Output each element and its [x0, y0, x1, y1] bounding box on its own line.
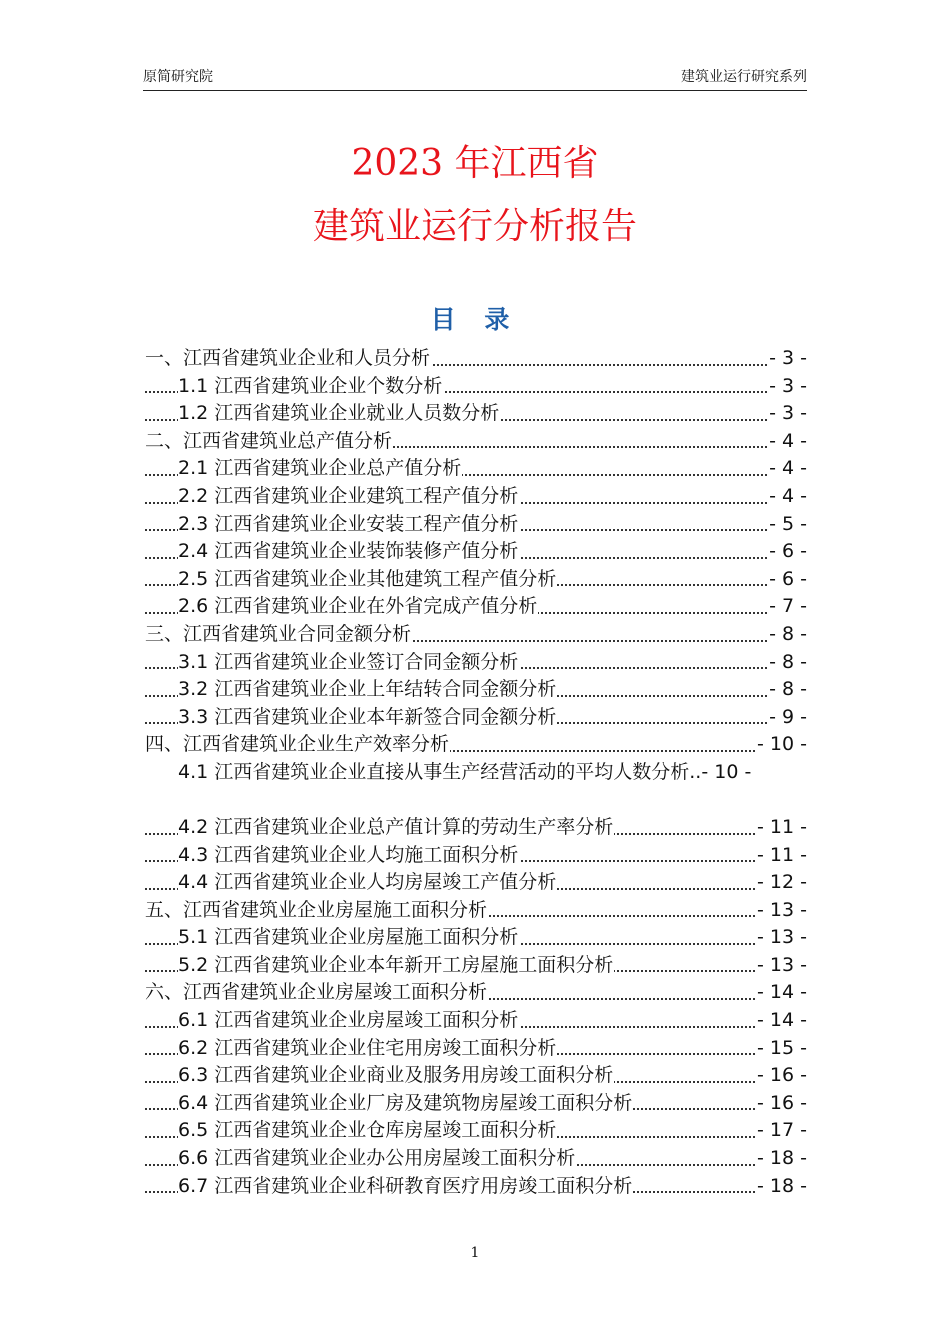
- toc-entry[interactable]: [145, 759, 807, 814]
- toc-entry-page: - 13 -: [756, 924, 807, 952]
- toc-entry[interactable]: [145, 1090, 807, 1118]
- toc-entry-label: 四、江西省建筑业企业生产效率分析: [145, 733, 450, 756]
- toc-entry-label: 6.7 江西省建筑业企业科研教育医疗用房竣工面积分析: [178, 1174, 633, 1197]
- toc-entry[interactable]: [145, 511, 807, 539]
- header-series: 建筑业运行研究系列: [681, 69, 807, 85]
- toc-heading: 目 录: [430, 305, 520, 334]
- toc-entry-label: 4.4 江西省建筑业企业人均房屋竣工产值分析: [178, 871, 557, 894]
- toc-entry-label: 一、江西省建筑业企业和人员分析: [145, 347, 431, 369]
- toc-entry-page: - 12 -: [756, 869, 807, 897]
- table-of-contents: [145, 345, 807, 1200]
- toc-entry[interactable]: [145, 483, 807, 511]
- toc-entry-label: 3.3 江西省建筑业企业本年新签合同金额分析: [178, 705, 557, 728]
- toc-entry-page: - 9 -: [768, 704, 807, 732]
- toc-entry-label: 6.4 江西省建筑业企业厂房及建筑物房屋竣工面积分析: [178, 1091, 633, 1114]
- toc-entry-page: - 14 -: [756, 979, 807, 1007]
- toc-entry[interactable]: [145, 814, 807, 842]
- toc-entry-label: 2.2 江西省建筑业企业建筑工程产值分析: [178, 484, 519, 507]
- toc-entry-page: - 18 -: [756, 1145, 807, 1173]
- toc-entry[interactable]: [145, 1117, 807, 1145]
- toc-entry-label: 6.5 江西省建筑业企业仓库房屋竣工面积分析: [178, 1119, 557, 1142]
- toc-entry-label: 2.5 江西省建筑业企业其他建筑工程产值分析: [178, 567, 557, 590]
- toc-entry-page: - 11 -: [756, 814, 807, 842]
- toc-entry-page: - 11 -: [756, 842, 807, 870]
- toc-entry-label: 6.1 江西省建筑业企业房屋竣工面积分析: [178, 1009, 519, 1032]
- toc-entry-page: - 3 -: [768, 345, 807, 373]
- toc-entry-page: - 3 -: [768, 373, 807, 401]
- page-header: [143, 66, 807, 91]
- toc-entry[interactable]: [145, 345, 807, 373]
- toc-entry-label: 三、江西省建筑业合同金额分析: [145, 622, 412, 645]
- page-number: 1: [470, 1245, 480, 1261]
- toc-entry-page: - 4 -: [768, 428, 807, 456]
- toc-entry-label: 4.1 江西省建筑业企业直接从事生产经营活动的平均人数分析..- 10 -: [178, 759, 807, 787]
- toc-entry-page: - 16 -: [756, 1062, 807, 1090]
- toc-entry-page: - 4 -: [768, 483, 807, 511]
- toc-entry-page: - 18 -: [756, 1173, 807, 1201]
- toc-entry-page: - 10 -: [756, 731, 807, 759]
- toc-entry-label: 2.1 江西省建筑业企业总产值分析: [178, 457, 462, 480]
- toc-entry-page: - 4 -: [768, 455, 807, 483]
- toc-entry-page: - 16 -: [756, 1090, 807, 1118]
- report-title-line1: 2023 年江西省: [351, 143, 599, 184]
- toc-entry-label: 二、江西省建筑业总产值分析: [145, 429, 393, 452]
- toc-entry-label: 6.3 江西省建筑业企业商业及服务用房竣工面积分析: [178, 1064, 614, 1087]
- toc-entry[interactable]: [145, 1007, 807, 1035]
- toc-entry-label: 1.2 江西省建筑业企业就业人员数分析: [178, 402, 500, 425]
- toc-entry[interactable]: [145, 621, 807, 649]
- toc-entry[interactable]: [145, 538, 807, 566]
- toc-entry-label: 6.2 江西省建筑业企业住宅用房竣工面积分析: [178, 1036, 557, 1059]
- toc-entry[interactable]: [145, 1035, 807, 1063]
- toc-entry[interactable]: [145, 897, 807, 925]
- toc-entry[interactable]: [145, 593, 807, 621]
- report-title-line2: 建筑业运行分析报告: [312, 206, 637, 247]
- toc-entry-page: - 3 -: [768, 400, 807, 428]
- toc-entry[interactable]: [145, 842, 807, 870]
- toc-entry[interactable]: [145, 1062, 807, 1090]
- toc-entry-page: - 13 -: [756, 952, 807, 980]
- toc-entry-label: 2.4 江西省建筑业企业装饰装修产值分析: [178, 540, 519, 563]
- toc-entry-page: - 8 -: [768, 676, 807, 704]
- toc-entry-page: - 8 -: [768, 649, 807, 677]
- toc-entry-page: - 13 -: [756, 897, 807, 925]
- toc-entry-label: 6.6 江西省建筑业企业办公用房屋竣工面积分析: [178, 1147, 576, 1170]
- toc-entry-label: 4.3 江西省建筑业企业人均施工面积分析: [178, 843, 519, 866]
- toc-entry[interactable]: [145, 952, 807, 980]
- toc-entry-label: 3.1 江西省建筑业企业签订合同金额分析: [178, 650, 519, 673]
- toc-entry-label: 4.2 江西省建筑业企业总产值计算的劳动生产率分析: [178, 815, 614, 838]
- toc-entry[interactable]: [145, 649, 807, 677]
- toc-entry[interactable]: [145, 924, 807, 952]
- toc-entry-page: - 5 -: [768, 511, 807, 539]
- toc-entry[interactable]: [145, 869, 807, 897]
- toc-entry-label: 5.1 江西省建筑业企业房屋施工面积分析: [178, 926, 519, 949]
- toc-entry[interactable]: [145, 373, 807, 401]
- toc-entry-page: - 15 -: [756, 1035, 807, 1063]
- toc-entry-page: - 7 -: [768, 593, 807, 621]
- toc-entry-page: - 17 -: [756, 1117, 807, 1145]
- toc-entry[interactable]: [145, 979, 807, 1007]
- toc-entry[interactable]: [145, 731, 807, 759]
- toc-entry-page: - 6 -: [768, 566, 807, 594]
- toc-entry[interactable]: [145, 704, 807, 732]
- toc-entry[interactable]: [145, 428, 807, 456]
- header-org: 原简研究院: [143, 69, 213, 85]
- toc-entry-page: - 14 -: [756, 1007, 807, 1035]
- toc-entry[interactable]: [145, 566, 807, 594]
- toc-entry[interactable]: [145, 676, 807, 704]
- toc-entry-label: 六、江西省建筑业企业房屋竣工面积分析: [145, 981, 488, 1004]
- toc-entry-label: 1.1 江西省建筑业企业个数分析: [178, 374, 443, 397]
- toc-entry-page: - 6 -: [768, 538, 807, 566]
- toc-entry[interactable]: [145, 1145, 807, 1173]
- toc-entry-label: 3.2 江西省建筑业企业上年结转合同金额分析: [178, 678, 557, 701]
- toc-entry-label: 2.6 江西省建筑业企业在外省完成产值分析: [178, 595, 538, 618]
- toc-entry-label: 5.2 江西省建筑业企业本年新开工房屋施工面积分析: [178, 953, 614, 976]
- toc-entry-page: - 8 -: [768, 621, 807, 649]
- toc-entry-label: 2.3 江西省建筑业企业安装工程产值分析: [178, 512, 519, 535]
- toc-entry[interactable]: [145, 400, 807, 428]
- toc-entry[interactable]: [145, 455, 807, 483]
- toc-entry[interactable]: [145, 1173, 807, 1201]
- toc-entry-label: 五、江西省建筑业企业房屋施工面积分析: [145, 898, 488, 921]
